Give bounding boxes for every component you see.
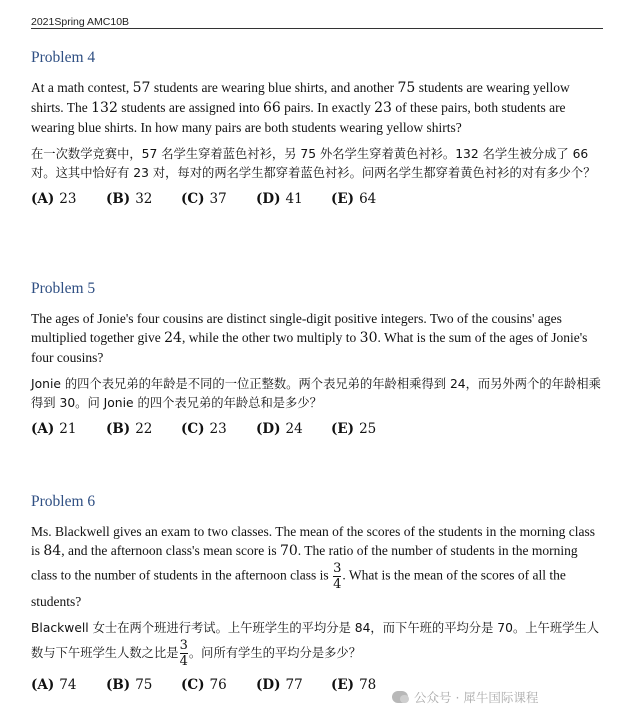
problem-6 [31,493,603,693]
problem-text-en [31,522,603,611]
choice-e: (E) 78 [331,677,377,693]
choice-b: (B) 32 [106,191,153,207]
number: 84 [43,543,62,559]
text: students are wearing blue shirts, and another [150,80,398,95]
number: 132 [91,100,118,116]
page-header [31,12,603,29]
choice-a: (A) 23 [31,191,77,207]
text: , and the afternoon class's mean score is [61,543,280,558]
problem-4 [31,49,603,207]
choice-e: (E) 64 [331,191,377,207]
text: students are assigned into [117,100,263,115]
number: 75 [397,80,416,96]
number: 66 [262,100,281,116]
fraction-numerator: 3 [179,638,188,653]
fraction [180,638,188,669]
text: Ms. Blackwell gives an exam to two classes. The mean of the scores of the students in the morning class is [31,524,596,558]
choice-b: (B) 22 [106,421,153,437]
problem-title: Problem 6 [31,493,96,510]
problem-text-zh: 在一次数学竞赛中，57 名学生穿着蓝色衬衫，另 75 外名学生穿着黄色衬衫。132 名学生被分成了 66 对。这其中恰好有 23 对，每对的两名学生都穿着蓝色衬衫。问两名学生都穿着黄色衬衫的对有多少个？ [31,147,596,180]
choice-d: (D) 24 [256,421,303,437]
text: pairs. In exactly [280,100,375,115]
text: . What is the sum of the ages of Jonie's four cousins? [31,330,588,365]
text: students are wearing yellow shirts. The [31,80,570,115]
fraction-denominator: 4 [179,654,188,669]
header-text: 2021Spring AMC10B [31,16,130,28]
choice-c: (C) 37 [181,191,227,207]
text: , while the other two multiply to [181,330,360,345]
fraction-denominator: 4 [333,577,342,592]
problem-text-en [31,309,603,367]
text: At a math contest, [31,80,133,95]
problem-5 [31,280,603,437]
choice-d: (D) 77 [256,677,303,693]
answer-choices [31,421,603,437]
choice-e: (E) 25 [331,421,377,437]
number: 70 [279,543,298,559]
text: . What is the mean of the scores of all the students? [31,567,566,609]
text: . The ratio of the number of students in the morning class to the number of students in the afternoon class is [31,543,578,583]
number: 30 [359,330,378,346]
problem-text-zh: Jonie 的四个表兄弟的年龄是不同的一位正整数。两个表兄弟的年龄相乘得到 24，而另外两个的年龄相乘得到 30。问 Jonie 的四个表兄弟的年龄总和是多少？ [31,377,601,410]
choice-c: (C) 23 [181,421,227,437]
text: of these pairs, both students are wearing blue shirts. In how many pairs are both students wearing yellow shirts? [31,100,566,135]
fraction [333,561,341,592]
watermark [392,688,538,706]
text: 。问所有学生的平均分是多少？ [188,646,362,660]
problem-text-en [31,78,603,137]
fraction-numerator: 3 [333,561,342,576]
number: 24 [164,330,182,346]
choice-a: (A) 21 [31,421,77,437]
choice-c: (C) 76 [181,677,227,693]
watermark-text: 公众号 · 犀牛国际课程 [414,690,539,705]
number: 57 [132,80,151,96]
problem-title: Problem 5 [31,280,96,297]
text: The ages of Jonie's four cousins are distinct single-digit positive integers. Two of the cousins' ages multiplied together give [31,311,562,345]
answer-choices [31,191,603,207]
number: 23 [374,100,392,116]
choice-a: (A) 74 [31,677,77,693]
problem-title: Problem 4 [31,49,96,66]
text: Blackwell 女士在两个班进行考试。上午班学生的平均分是 84，而下午班的平均分是 70。上午班学生人数与下午班学生人数之比是 [31,621,600,660]
wechat-icon [392,691,408,703]
choice-d: (D) 41 [256,191,303,207]
problem-text-zh [31,619,603,669]
choice-b: (B) 75 [106,677,153,693]
